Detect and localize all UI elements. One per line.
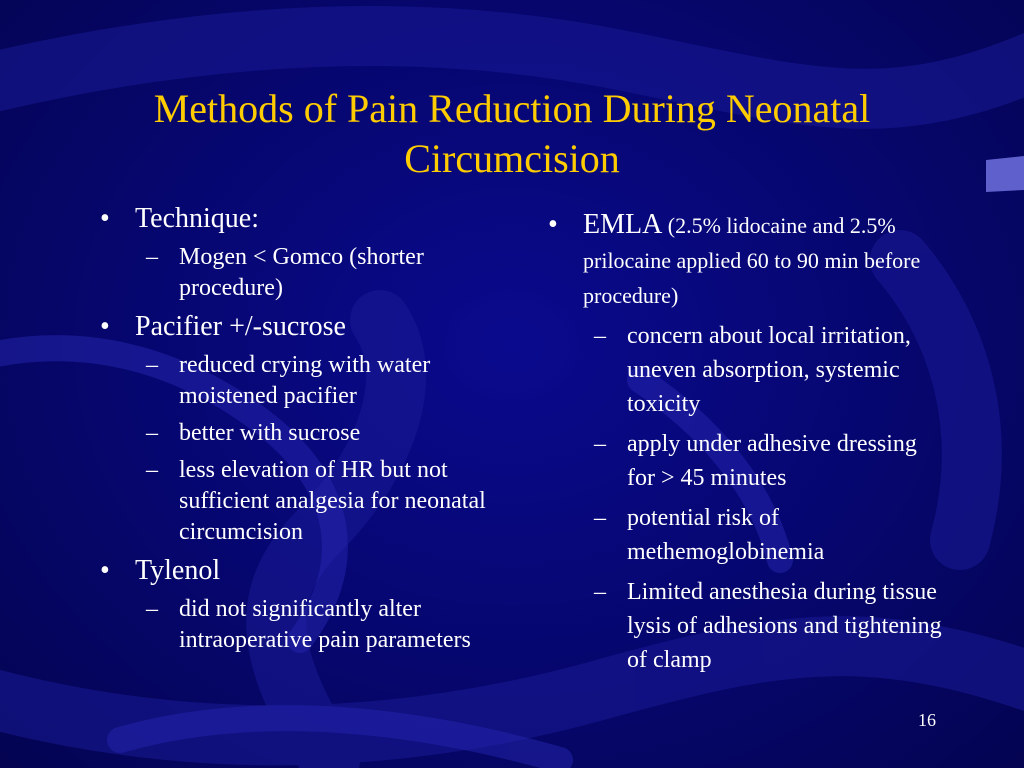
sub-dash: – (146, 420, 158, 446)
sub-bullet (100, 455, 510, 548)
slide-number: 16 (918, 710, 936, 730)
sub-dash: – (594, 431, 606, 457)
bullet-dot: • (100, 311, 110, 342)
bullet-emla (548, 208, 943, 313)
sub-text: Mogen < Gomco (shorter procedure) (179, 244, 424, 301)
sub-dash: – (146, 352, 158, 378)
sub-text: apply under adhesive dressing for > 45 minutes (627, 431, 917, 491)
bullet-dot: • (100, 203, 110, 234)
bullet-technique (100, 202, 510, 236)
sub-text: did not significantly alter intraoperative pain parameters (179, 596, 471, 653)
bullet-detail: (2.5% lidocaine and 2.5% prilocaine applied 60 to 90 min before procedure) (583, 213, 921, 308)
sub-text: reduced crying with water moistened pacifier (179, 352, 431, 409)
sub-bullet (100, 350, 510, 412)
bullet-dot: • (100, 555, 110, 586)
sub-bullet (100, 594, 510, 656)
sub-bullet (548, 427, 943, 495)
bullet-text: Technique: (135, 203, 259, 234)
bullet-text: Tylenol (135, 555, 221, 586)
sub-bullet (548, 501, 943, 569)
bullet-dot: • (548, 209, 558, 240)
bullet-text: EMLA (583, 209, 661, 240)
bullet-text: Pacifier +/-sucrose (135, 311, 346, 342)
sub-dash: – (146, 244, 158, 270)
left-column (100, 202, 510, 662)
sub-dash: – (594, 505, 606, 531)
sub-text: less elevation of HR but not sufficient analgesia for neonatal circumcision (179, 457, 486, 545)
sub-text: concern about local irritation, uneven absorption, systemic toxicity (627, 323, 911, 417)
sub-bullet (100, 418, 510, 449)
sub-dash: – (594, 579, 606, 605)
sub-bullet (548, 575, 943, 677)
sub-bullet (548, 319, 943, 421)
bullet-tylenol (100, 554, 510, 588)
sub-text: Limited anesthesia during tissue lysis of adhesions and tightening of clamp (627, 579, 942, 673)
slide-title: Methods of Pain Reduction During Neonatal Circumcision (153, 86, 871, 181)
sub-bullet (100, 242, 510, 304)
right-column (548, 208, 943, 683)
sub-dash: – (594, 323, 606, 349)
sub-dash: – (146, 596, 158, 622)
sub-text: potential risk of methemoglobinemia (627, 505, 825, 565)
sub-text: better with sucrose (179, 420, 361, 446)
sub-dash: – (146, 457, 158, 483)
bullet-pacifier (100, 310, 510, 344)
